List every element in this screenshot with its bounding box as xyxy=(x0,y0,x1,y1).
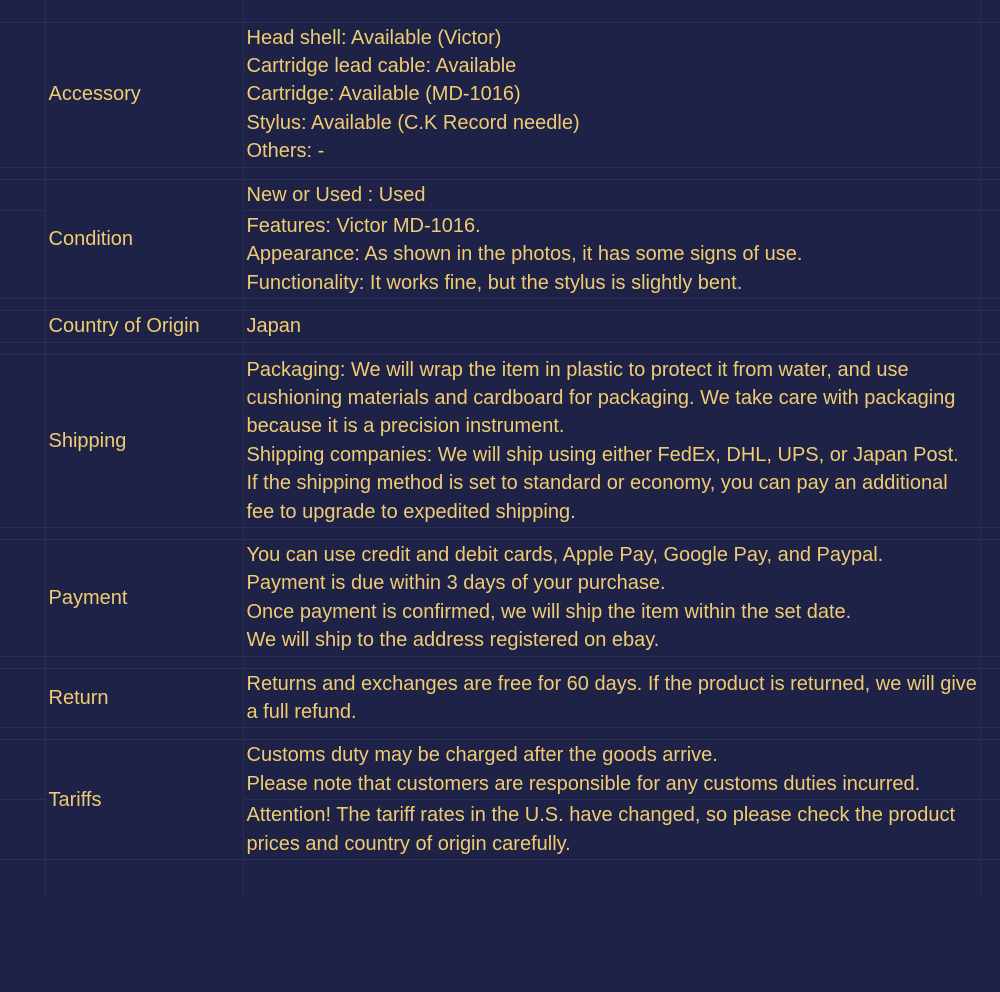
text-line: Cartridge lead cable: Available xyxy=(246,54,517,77)
country-of-origin-value xyxy=(243,311,980,342)
content-cell-empty xyxy=(243,860,980,896)
tariffs-main-row xyxy=(0,740,1000,800)
text-line: You can use credit and debit cards, Apple Pay, Google Pay, and Paypal. xyxy=(246,544,884,566)
text-line: Customs duty may be charged after the goods arrive. xyxy=(246,744,718,767)
text-line: Others: - xyxy=(246,140,325,163)
partial-bottom-row xyxy=(0,860,1000,896)
text-line: Returns and exchanges are free for 60 days. If the product is returned, we will give a full refund. xyxy=(246,672,977,724)
right-stub-cell xyxy=(980,540,1000,657)
text-line: Attention! The tariff rates in the U.S. have changed, so please check the product prices and country of origin carefully. xyxy=(246,804,956,855)
spacer-row xyxy=(0,167,1000,179)
text-line: Features: Victor MD-1016. xyxy=(246,214,481,237)
label-cell-empty xyxy=(45,0,243,22)
right-stub-cell xyxy=(980,860,1000,896)
condition-label: Condition xyxy=(45,179,243,299)
right-stub-cell xyxy=(980,740,1000,800)
text-line: Japan xyxy=(246,315,301,338)
spacer-row xyxy=(0,728,1000,740)
accessory-row xyxy=(0,22,1000,167)
left-stub-cell xyxy=(0,311,45,342)
right-stub-cell xyxy=(980,179,1000,210)
return-row xyxy=(0,668,1000,728)
shipping-label: Shipping xyxy=(45,354,243,527)
payment-row xyxy=(0,540,1000,657)
text-line: Payment is due within 3 days of your purchase. xyxy=(246,572,666,595)
text-line: Head shell: Available (Victor) xyxy=(246,26,502,49)
spacer-row xyxy=(0,528,1000,540)
text-line: Shipping companies: We will ship using either FedEx, DHL, UPS, or Japan Post. xyxy=(246,443,959,466)
accessory-content xyxy=(243,22,980,167)
right-stub-cell xyxy=(980,311,1000,342)
text-line: New or Used : Used xyxy=(246,183,426,206)
label-cell-empty xyxy=(45,860,243,896)
shipping-row xyxy=(0,354,1000,527)
tariffs-note-content xyxy=(243,800,980,860)
text-line: Cartridge: Available (MD-1016) xyxy=(246,83,521,106)
right-stub-cell xyxy=(980,354,1000,527)
partial-top-row xyxy=(0,0,1000,22)
spacer-row xyxy=(0,342,1000,354)
condition-details xyxy=(243,210,980,298)
left-stub-cell xyxy=(0,0,45,22)
text-line: Once payment is confirmed, we will ship the item within the set date. xyxy=(246,600,852,623)
spacer-row xyxy=(0,299,1000,311)
shipping-content xyxy=(243,354,980,527)
left-stub-cell xyxy=(0,860,45,896)
text-line: We will ship to the address registered on ebay. xyxy=(246,629,660,652)
left-stub-cell xyxy=(0,740,45,800)
left-stub-cell xyxy=(0,179,45,210)
tariffs-label: Tariffs xyxy=(45,740,243,860)
text-line: Appearance: As shown in the photos, it has some signs of use. xyxy=(246,243,803,266)
accessory-label: Accessory xyxy=(45,22,243,167)
condition-new-or-used xyxy=(243,179,980,210)
spacer-row xyxy=(0,656,1000,668)
right-stub-cell xyxy=(980,668,1000,728)
tariffs-main-content xyxy=(243,740,980,800)
left-stub-cell xyxy=(0,800,45,860)
content-cell-empty xyxy=(243,0,980,22)
payment-label: Payment xyxy=(45,540,243,657)
left-stub-cell xyxy=(0,668,45,728)
right-stub-cell xyxy=(980,0,1000,22)
condition-new-or-used-row xyxy=(0,179,1000,210)
text-line: If the shipping method is set to standard or economy, you can pay an additional fee to upgrade to expedited shipping. xyxy=(246,472,948,523)
text-line: Please note that customers are responsible for any customs duties incurred. xyxy=(246,772,921,795)
right-stub-cell xyxy=(980,22,1000,167)
country-of-origin-row xyxy=(0,311,1000,342)
return-content xyxy=(243,668,980,728)
text-line: Packaging: We will wrap the item in plastic to protect it from water, and use cushioning materials and cardboard for packaging. We take care with packaging because it is a precision instrument. xyxy=(246,358,956,438)
left-stub-cell xyxy=(0,22,45,167)
text-line: Stylus: Available (C.K Record needle) xyxy=(246,111,580,134)
return-label: Return xyxy=(45,668,243,728)
text-line: Functionality: It works fine, but the stylus is slightly bent. xyxy=(246,271,743,294)
right-stub-cell xyxy=(980,800,1000,860)
right-stub-cell xyxy=(980,210,1000,298)
payment-content xyxy=(243,540,980,657)
left-stub-cell xyxy=(0,354,45,527)
country-of-origin-label: Country of Origin xyxy=(45,311,243,342)
left-stub-cell xyxy=(0,540,45,657)
left-stub-cell xyxy=(0,210,45,298)
